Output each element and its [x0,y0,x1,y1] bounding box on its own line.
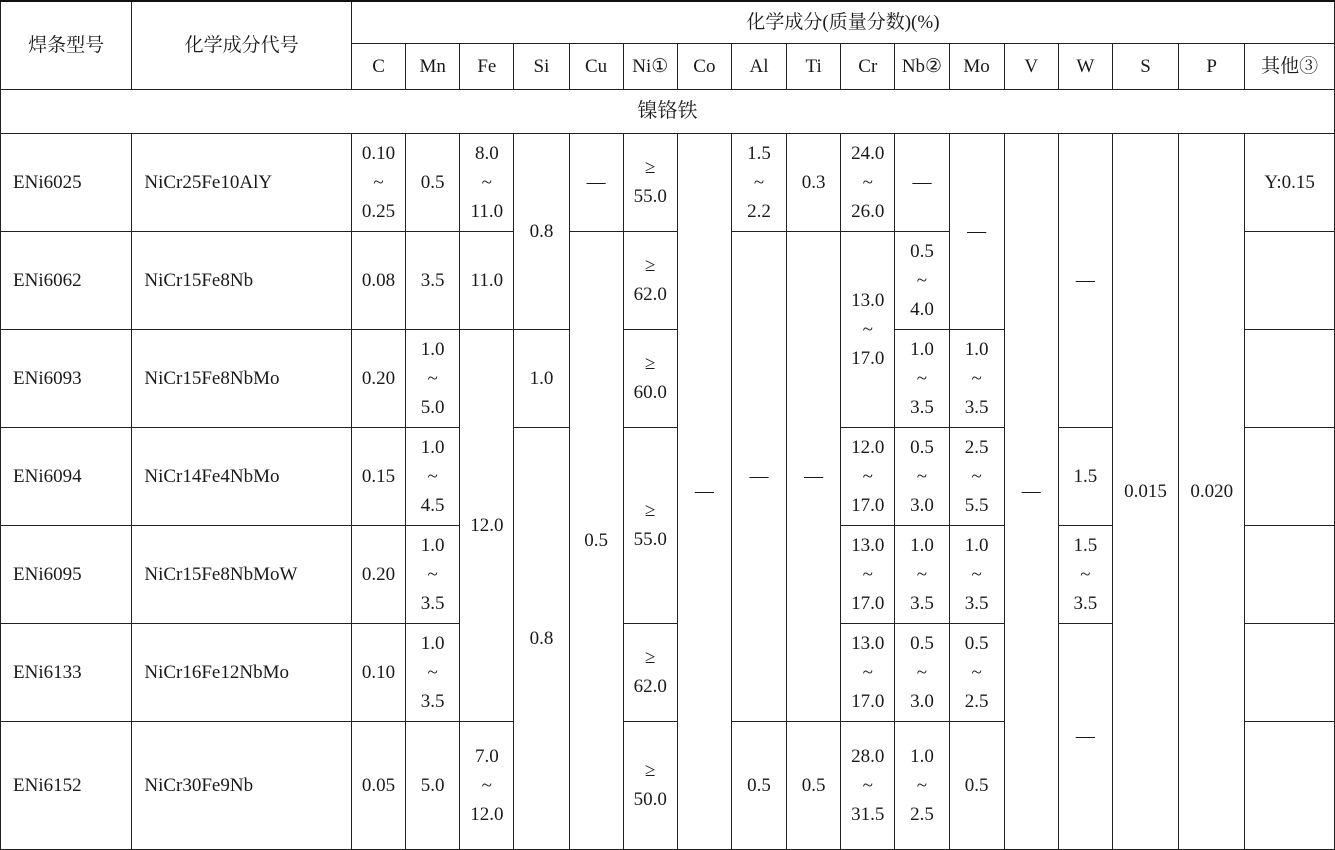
cell-code: NiCr30Fe9Nb [132,721,352,849]
cell-other [1245,329,1335,427]
header-element: Si [514,43,569,89]
cell-v: — [1004,133,1058,849]
header-composition-group: 化学成分(质量分数)(%) [351,1,1334,43]
section-title: 镍铬铁 [1,89,1335,133]
cell-si: 0.8 [514,427,569,849]
cell-nb: 0.5 ~ 3.0 [895,623,949,721]
cell-c: 0.20 [351,329,405,427]
cell-mo: 0.5 [949,721,1004,849]
header-element: W [1058,43,1112,89]
cell-other [1245,231,1335,329]
cell-code: NiCr14Fe4NbMo [132,427,352,525]
header-element: Nb② [895,43,949,89]
cell-ni: ≥ 62.0 [623,623,677,721]
header-element: Co [677,43,731,89]
cell-co: — [677,133,731,849]
cell-c: 0.15 [351,427,405,525]
header-element: Mn [406,43,460,89]
cell-mo: 0.5 ~ 2.5 [949,623,1004,721]
cell-code: NiCr15Fe8NbMoW [132,525,352,623]
cell-nb: 1.0 ~ 3.5 [895,525,949,623]
cell-other: Y:0.15 [1245,133,1335,231]
cell-nb: — [895,133,949,231]
header-model: 焊条型号 [1,1,132,89]
header-code: 化学成分代号 [132,1,352,89]
cell-nb: 1.0 ~ 3.5 [895,329,949,427]
cell-nb: 0.5 ~ 4.0 [895,231,949,329]
cell-fe: 7.0 ~ 12.0 [460,721,514,849]
cell-mn: 1.0 ~ 4.5 [406,427,460,525]
cell-cr: 13.0 ~ 17.0 [841,525,895,623]
cell-al: 1.5 ~ 2.2 [731,133,786,231]
cell-cr: 13.0 ~ 17.0 [841,623,895,721]
header-element: P [1179,43,1245,89]
cell-mo: 2.5 ~ 5.5 [949,427,1004,525]
cell-al: — [731,231,786,721]
cell-c: 0.05 [351,721,405,849]
cell-mn: 1.0 ~ 3.5 [406,525,460,623]
cell-ni: ≥ 50.0 [623,721,677,849]
cell-c: 0.10 [351,623,405,721]
cell-code: NiCr15Fe8NbMo [132,329,352,427]
header-element: C [351,43,405,89]
header-element: 其他③ [1245,43,1335,89]
cell-c: 0.08 [351,231,405,329]
cell-model: ENi6025 [1,133,132,231]
cell-model: ENi6094 [1,427,132,525]
cell-other [1245,721,1335,849]
header-element: Mo [949,43,1004,89]
cell-cr: 12.0 ~ 17.0 [841,427,895,525]
cell-cr: 24.0 ~ 26.0 [841,133,895,231]
cell-other [1245,525,1335,623]
cell-c: 0.10 ~ 0.25 [351,133,405,231]
cell-al: 0.5 [731,721,786,849]
cell-cr: 28.0 ~ 31.5 [841,721,895,849]
cell-w: — [1058,133,1112,427]
cell-ni: ≥ 60.0 [623,329,677,427]
cell-model: ENi6062 [1,231,132,329]
cell-c: 0.20 [351,525,405,623]
cell-other [1245,427,1335,525]
cell-mo: — [949,133,1004,329]
cell-s: 0.015 [1112,133,1178,849]
cell-fe: 8.0 ~ 11.0 [460,133,514,231]
cell-fe: 11.0 [460,231,514,329]
cell-ni: ≥ 55.0 [623,133,677,231]
cell-w: 1.5 [1058,427,1112,525]
cell-nb: 1.0 ~ 2.5 [895,721,949,849]
cell-nb: 0.5 ~ 3.0 [895,427,949,525]
header-element: Ni① [623,43,677,89]
cell-code: NiCr16Fe12NbMo [132,623,352,721]
cell-w: 1.5 ~ 3.5 [1058,525,1112,623]
header-element: V [1004,43,1058,89]
cell-other [1245,623,1335,721]
cell-model: ENi6095 [1,525,132,623]
cell-ni: ≥ 55.0 [623,427,677,623]
cell-mo: 1.0 ~ 3.5 [949,329,1004,427]
cell-si: 1.0 [514,329,569,427]
cell-si: 0.8 [514,133,569,329]
cell-mn: 0.5 [406,133,460,231]
cell-p: 0.020 [1179,133,1245,849]
cell-ti: — [787,231,841,721]
header-element: S [1112,43,1178,89]
header-element: Cr [841,43,895,89]
cell-mn: 5.0 [406,721,460,849]
cell-model: ENi6152 [1,721,132,849]
cell-ni: ≥ 62.0 [623,231,677,329]
cell-cr: 13.0 ~ 17.0 [841,231,895,427]
cell-w: — [1058,623,1112,849]
cell-cu: 0.5 [569,231,623,849]
cell-model: ENi6093 [1,329,132,427]
cell-ti: 0.5 [787,721,841,849]
cell-code: NiCr25Fe10AlY [132,133,352,231]
header-element: Al [731,43,786,89]
cell-mn: 1.0 ~ 5.0 [406,329,460,427]
cell-code: NiCr15Fe8Nb [132,231,352,329]
cell-mn: 3.5 [406,231,460,329]
header-element: Ti [787,43,841,89]
cell-ti: 0.3 [787,133,841,231]
cell-fe: 12.0 [460,329,514,721]
cell-model: ENi6133 [1,623,132,721]
cell-mn: 1.0 ~ 3.5 [406,623,460,721]
table-row [1,133,1335,231]
cell-mo: 1.0 ~ 3.5 [949,525,1004,623]
header-element: Fe [460,43,514,89]
cell-cu: — [569,133,623,231]
header-element: Cu [569,43,623,89]
